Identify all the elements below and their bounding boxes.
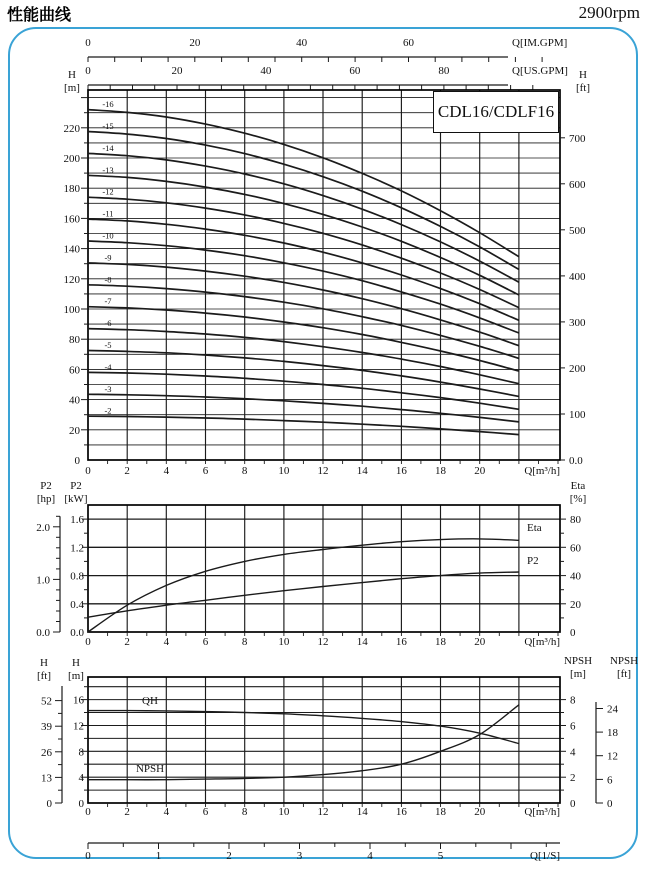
curve--9 — [88, 263, 519, 346]
eta-tick-label: 60 — [570, 542, 581, 555]
eta-header: Eta — [570, 480, 586, 492]
model-label: CDL16/CDLF16 — [433, 91, 559, 133]
kw-tick-label: 1.6 — [70, 514, 84, 527]
h-ft-tick-label: 100 — [569, 408, 586, 421]
h-ft-tick-label: 13 — [41, 772, 52, 785]
x-tick-label: 0 — [85, 636, 91, 648]
npsh-m-tick-label: 8 — [570, 694, 576, 707]
x-tick-label: 6 — [202, 636, 209, 648]
curve-eta — [88, 539, 519, 632]
gpm-tick-label: 60 — [349, 65, 361, 77]
x-tick-label: 20 — [474, 465, 486, 477]
eta-tick-label: 80 — [570, 514, 581, 527]
gpm-tick-label: 60 — [403, 37, 415, 49]
kw-tick-label: 0.4 — [70, 598, 84, 611]
p2-kw-header: P2 — [70, 480, 82, 492]
kw-tick-label: 0.8 — [70, 570, 84, 583]
curve-stage-label: -7 — [104, 296, 112, 307]
h-ft-tick-label: 600 — [569, 178, 586, 191]
ls-axis-name: Q[1/S] — [530, 850, 560, 862]
h-m-tick-label: 12 — [73, 720, 84, 733]
gpm-tick-label: 20 — [189, 37, 201, 49]
curve--2 — [88, 416, 519, 434]
curve-stage-label: -5 — [104, 340, 112, 351]
curve-stage-label: -11 — [102, 208, 114, 219]
curve-stage-label: -13 — [102, 164, 114, 175]
kw-tick-label: 0.0 — [70, 627, 84, 639]
x-tick-label: 8 — [241, 806, 248, 818]
h-m-tick-label: 0 — [74, 455, 80, 467]
npsh-ft-tick-label: 0 — [607, 798, 613, 810]
x-axis-name: Q[m³/h] — [524, 636, 560, 648]
h-ft-tick-label: 0 — [46, 798, 52, 810]
x-tick-label: 10 — [278, 636, 290, 648]
curve--6 — [88, 329, 519, 384]
x-tick-label: 18 — [435, 465, 447, 477]
curve-stage-label: -16 — [102, 99, 114, 110]
ls-tick-label: 0 — [85, 850, 91, 862]
kw-tick-label: 1.2 — [70, 542, 84, 555]
h-m-tick-label: 0 — [78, 798, 84, 810]
h-m-tick-label: 120 — [63, 273, 80, 286]
h-m-tick-label: 16 — [73, 694, 84, 707]
x-tick-label: 12 — [317, 806, 329, 818]
x-tick-label: 18 — [435, 806, 447, 818]
h-m-header: H — [72, 657, 80, 669]
gpm-tick-label: 0 — [85, 37, 91, 49]
h-m-header: H — [68, 69, 76, 81]
rpm-label: 2900rpm — [578, 3, 640, 22]
ls-tick-label: 3 — [296, 850, 303, 862]
p2-hp-header: P2 — [40, 480, 52, 492]
h-ft-tick-label: 0.0 — [569, 455, 583, 467]
power-chart — [36, 480, 586, 648]
h-ft-tick-label: 500 — [569, 224, 586, 237]
h-ft-tick-label: 200 — [569, 362, 586, 375]
eta-tick-label: 40 — [570, 570, 581, 583]
npsh-ft-tick-label: 6 — [607, 774, 613, 787]
curve-stage-label: -9 — [104, 252, 112, 263]
h-m-tick-label: 220 — [63, 122, 80, 135]
curve--13 — [88, 175, 519, 295]
ls-tick-label: 5 — [437, 850, 444, 862]
curve-stage-label: -15 — [102, 121, 114, 132]
page-title: 性能曲线 — [7, 7, 72, 24]
curve--4 — [88, 372, 519, 409]
x-tick-label: 14 — [356, 465, 368, 477]
ls-tick-label: 4 — [367, 850, 373, 862]
x-tick-label: 20 — [474, 636, 486, 648]
x-tick-label: 16 — [395, 636, 407, 648]
ls-tick-label: 1 — [155, 850, 162, 862]
x-tick-label: 14 — [356, 636, 368, 648]
h-m-header: [m] — [68, 670, 84, 682]
npsh-ft-tick-label: 18 — [607, 727, 618, 740]
qh-chart-frame — [88, 677, 560, 803]
hp-tick-label: 0.0 — [36, 627, 50, 639]
eta-tick-label: 20 — [570, 598, 581, 611]
h-m-tick-label: 8 — [78, 746, 84, 759]
h-m-tick-label: 60 — [69, 364, 80, 377]
npsh-m-header: [m] — [570, 668, 586, 680]
npsh-m-tick-label: 6 — [570, 720, 576, 733]
h-m-tick-label: 20 — [69, 424, 80, 437]
curve--8 — [88, 285, 519, 359]
h-m-tick-label: 100 — [63, 303, 80, 316]
x-tick-label: 20 — [474, 806, 486, 818]
npsh-m-tick-label: 2 — [570, 772, 576, 785]
x-tick-label: 4 — [163, 465, 170, 477]
x-tick-label: 8 — [241, 636, 248, 648]
power-chart-frame — [88, 505, 560, 632]
npsh-ft-tick-label: 24 — [607, 703, 618, 716]
x-tick-label: 12 — [317, 465, 329, 477]
curve-stage-label: -10 — [102, 230, 114, 241]
h-m-tick-label: 200 — [63, 152, 80, 165]
x-tick-label: 2 — [124, 636, 130, 648]
curve-stage-label: -3 — [104, 383, 112, 394]
gpm-axes — [85, 37, 568, 90]
h-ft-header: H — [579, 69, 587, 81]
curve-stage-label: -12 — [102, 186, 114, 197]
gpm-tick-label: 40 — [260, 65, 272, 77]
x-tick-label: 4 — [163, 806, 170, 818]
x-tick-label: 6 — [202, 465, 209, 477]
h-m-header: [m] — [64, 82, 80, 94]
npsh-ft-header: [ft] — [616, 668, 632, 680]
h-ft-header: [ft] — [575, 82, 591, 94]
curve-stage-label: -8 — [104, 274, 112, 285]
x-tick-label: 0 — [85, 465, 91, 477]
qh-curve-label: QH — [142, 695, 158, 707]
gpm-axis-name: Q[US.GPM] — [512, 65, 568, 77]
gpm-axis-name: Q[IM.GPM] — [512, 37, 568, 49]
h-m-tick-label: 180 — [63, 183, 80, 196]
npsh-m-header: NPSH — [563, 655, 593, 667]
npsh-m-tick-label: 4 — [570, 746, 576, 759]
h-ft-tick-label: 400 — [569, 270, 586, 283]
eta-curve-label: Eta — [527, 522, 542, 534]
curve--12 — [88, 197, 519, 307]
curve-p2 — [88, 572, 519, 617]
x-tick-label: 10 — [278, 806, 290, 818]
h-ft-tick-label: 300 — [569, 316, 586, 329]
x-tick-label: 0 — [85, 806, 91, 818]
x-tick-label: 18 — [435, 636, 447, 648]
curve-stage-label: -4 — [104, 361, 112, 372]
p2-curve-label: P2 — [527, 555, 539, 567]
h-ft-tick-label: 52 — [41, 695, 52, 708]
h-m-tick-label: 80 — [69, 334, 80, 347]
curve-stage-label: -2 — [104, 405, 112, 416]
h-ft-tick-label: 39 — [41, 721, 52, 734]
gpm-tick-label: 0 — [85, 65, 91, 77]
x-tick-label: 12 — [317, 636, 329, 648]
npsh-ft-tick-label: 12 — [607, 750, 618, 763]
hp-tick-label: 1.0 — [36, 574, 50, 587]
npsh-ft-header: NPSH — [609, 655, 639, 667]
curve--3 — [88, 394, 519, 422]
curve-stage-label: -6 — [104, 318, 112, 329]
h-ft-header: [ft] — [36, 670, 52, 682]
h-m-tick-label: 40 — [69, 394, 80, 407]
x-tick-label: 4 — [163, 636, 170, 648]
x-axis-name: Q[m³/h] — [524, 465, 560, 477]
hp-tick-label: 2.0 — [36, 521, 50, 534]
h-ft-header: H — [40, 657, 48, 669]
h-m-tick-label: 4 — [78, 772, 84, 785]
h-ft-tick-label: 26 — [41, 746, 52, 759]
x-tick-label: 8 — [241, 465, 248, 477]
x-tick-label: 16 — [395, 465, 407, 477]
x-tick-label: 2 — [124, 806, 130, 818]
x-tick-label: 2 — [124, 465, 130, 477]
p2-hp-header: [hp] — [36, 493, 56, 505]
h-m-tick-label: 160 — [63, 213, 80, 226]
qh-npsh-chart — [37, 655, 638, 818]
x-tick-label: 6 — [202, 806, 209, 818]
x-tick-label: 10 — [278, 465, 290, 477]
npsh-curve-label: NPSH — [135, 763, 165, 775]
h-m-tick-label: 140 — [63, 243, 80, 256]
gpm-tick-label: 40 — [296, 37, 308, 49]
npsh-m-tick-label: 0 — [570, 798, 576, 810]
x-axis-name: Q[m³/h] — [524, 806, 560, 818]
ls-axis — [85, 843, 560, 862]
eta-header: [%] — [569, 493, 587, 505]
h-ft-tick-label: 700 — [569, 132, 586, 145]
ls-tick-label: 2 — [226, 850, 232, 862]
p2-kw-header: [kW] — [64, 493, 88, 505]
x-tick-label: 14 — [356, 806, 368, 818]
gpm-tick-label: 20 — [171, 65, 183, 77]
gpm-tick-label: 80 — [438, 65, 450, 77]
eta-tick-label: 0 — [570, 627, 576, 639]
curve-stage-label: -14 — [102, 142, 114, 153]
x-tick-label: 16 — [395, 806, 407, 818]
